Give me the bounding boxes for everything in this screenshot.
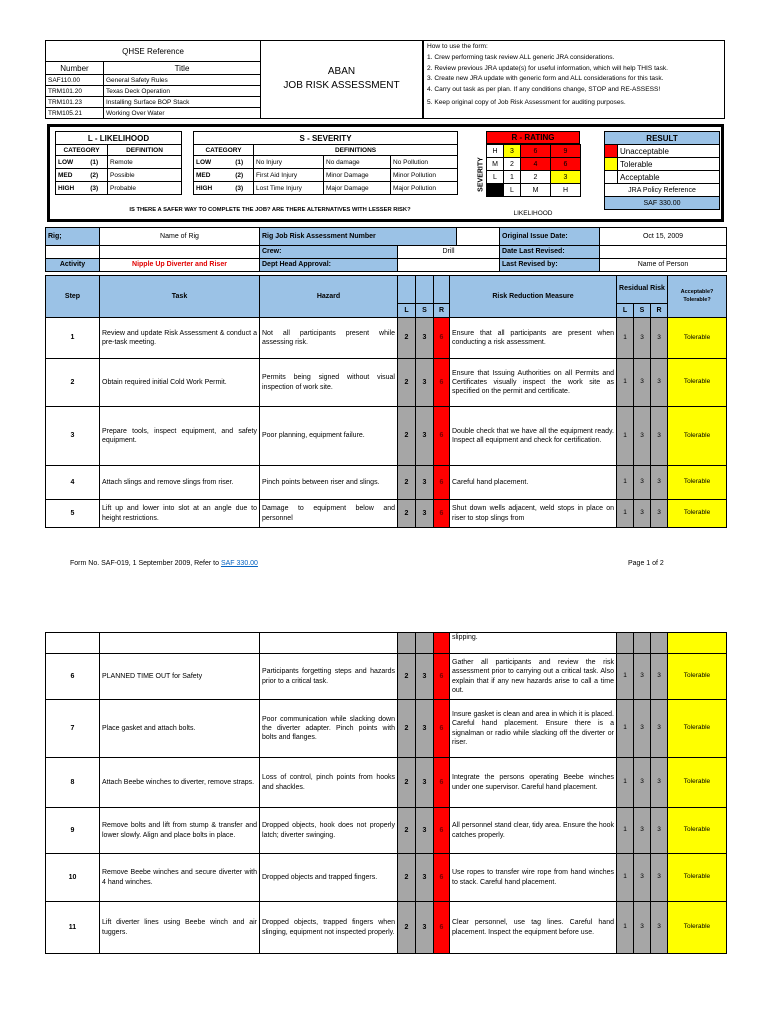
revised-by-value: Name of Person xyxy=(600,259,727,272)
hazard-text: Loss of control, pinch points from hooks and shackles. xyxy=(260,758,398,808)
residual-s: 3 xyxy=(634,407,651,466)
rating-cell: 9 xyxy=(551,145,581,158)
measure-text: Integrate the persons operating Beebe winches under one supervisor. Careful hand placement. xyxy=(450,758,617,808)
header-l: L xyxy=(398,304,416,318)
hazard-text: Dropped objects and trapped fingers. xyxy=(260,854,398,902)
residual-s: 3 xyxy=(634,500,651,528)
rating-cell: 3 xyxy=(504,145,521,158)
risk-l: 2 xyxy=(398,500,416,528)
qhse-reference-table xyxy=(45,40,261,119)
residual-r: 3 xyxy=(651,654,668,700)
rating-axis: M xyxy=(487,158,504,171)
hazard-text: Pinch points between riser and slings. xyxy=(260,466,398,500)
howto-step: 3. Create new JRA update with generic form and ALL considerations for this task. xyxy=(427,75,664,83)
step-number: 11 xyxy=(46,902,100,954)
rig-number-label: Rig Job Risk Assessment Number xyxy=(260,228,457,246)
task-text: Lift up and lower into slot at an angle due to height restrictions. xyxy=(100,500,260,528)
howto-step: 2. Review previous JRA update(s) for useful information, which will help THIS task. xyxy=(427,64,669,72)
measure-text: Ensure that Issuing Authorities on all Permits and Certificates visually inspect the work site as specified on the permit and certificate. xyxy=(450,359,617,407)
howto-step: 4. Carry out task as per plan. If any conditions change, STOP and RE-ASSESS! xyxy=(427,86,661,94)
risk-r: 6 xyxy=(434,407,450,466)
risk-s: 3 xyxy=(416,318,434,359)
rating-axis: L xyxy=(487,171,504,184)
ref-number: TRM101.20 xyxy=(46,86,104,97)
policy-link[interactable]: SAF 330.00 xyxy=(220,560,258,567)
table-row xyxy=(46,407,727,466)
category-header: CATEGORY xyxy=(194,145,254,156)
qhse-reference-label: QHSE Reference xyxy=(46,41,261,62)
table-row xyxy=(46,854,727,902)
severity-cat: LOW xyxy=(194,156,226,169)
risk-s: 3 xyxy=(416,758,434,808)
continuation-s xyxy=(416,633,434,654)
risk-s: 3 xyxy=(416,808,434,854)
issue-date-label: Original Issue Date: xyxy=(500,228,600,246)
header-acceptable: Acceptable? Tolerable? xyxy=(668,276,727,318)
company-name: ABAN xyxy=(327,66,356,77)
rating-cell: 1 xyxy=(504,171,521,184)
likelihood-cat: HIGH xyxy=(56,182,82,195)
rating-cell: 3 xyxy=(551,171,581,184)
residual-r: 3 xyxy=(651,359,668,407)
risk-l: 2 xyxy=(398,407,416,466)
severity-def: No Injury xyxy=(254,156,324,169)
continuation-blank xyxy=(46,633,100,654)
doc-title: JOB RISK ASSESSMENT xyxy=(283,80,400,91)
howto-step: 1. Crew performing task review ALL generic JRA considerations. xyxy=(427,53,615,61)
result-text: Tolerable xyxy=(668,318,727,359)
table-row xyxy=(46,318,727,359)
result-swatch-yellow xyxy=(605,158,618,171)
category-header: CATEGORY xyxy=(56,145,108,156)
residual-l: 1 xyxy=(617,500,634,528)
likelihood-title: L - LIKELIHOOD xyxy=(56,132,182,145)
severity-cat: MED xyxy=(194,169,226,182)
residual-l: 1 xyxy=(617,902,634,954)
residual-l: 1 xyxy=(617,318,634,359)
residual-r: 3 xyxy=(651,700,668,758)
result-text: Tolerable xyxy=(668,854,727,902)
ref-title: General Safety Rules xyxy=(104,75,261,86)
residual-s: 3 xyxy=(634,654,651,700)
risk-l: 2 xyxy=(398,854,416,902)
risk-r: 6 xyxy=(434,500,450,528)
header-residual-l: L xyxy=(617,304,634,318)
residual-l: 1 xyxy=(617,654,634,700)
result-text: Tolerable xyxy=(668,407,727,466)
rating-grid xyxy=(486,144,581,197)
risk-s: 3 xyxy=(416,407,434,466)
severity-def: First Aid Injury xyxy=(254,169,324,182)
risk-table-page1 xyxy=(45,275,727,528)
likelihood-def: Remote xyxy=(108,156,182,169)
ref-number: TRM101.23 xyxy=(46,97,104,108)
continuation-r xyxy=(434,633,450,654)
result-title: RESULT xyxy=(605,132,720,145)
residual-r: 3 xyxy=(651,808,668,854)
risk-l: 2 xyxy=(398,654,416,700)
result-text: Tolerable xyxy=(668,500,727,528)
step-number: 10 xyxy=(46,854,100,902)
residual-s: 3 xyxy=(634,700,651,758)
result-label: Unacceptable xyxy=(618,145,720,158)
howto-title: How to use the form: xyxy=(427,43,488,50)
table-row xyxy=(46,808,727,854)
task-text: Attach Beebe winches to diverter, remove straps. xyxy=(100,758,260,808)
step-number: 7 xyxy=(46,700,100,758)
result-label: Acceptable xyxy=(618,171,720,184)
policy-reference-label: JRA Policy Reference xyxy=(605,184,720,197)
col-number: Number xyxy=(46,62,104,75)
howto-box xyxy=(423,40,725,119)
howto-step: 5. Keep original copy of Job Risk Assessment for auditing purposes. xyxy=(427,98,626,106)
rating-axis: H xyxy=(487,145,504,158)
crew-blank xyxy=(100,246,260,259)
likelihood-num: (1) xyxy=(82,156,108,169)
residual-l: 1 xyxy=(617,758,634,808)
crew-label: Crew: xyxy=(260,246,398,259)
severity-num: (3) xyxy=(226,182,254,195)
residual-s: 3 xyxy=(634,318,651,359)
rating-cell: 6 xyxy=(551,158,581,171)
date-revised-value xyxy=(600,246,727,259)
step-number: 8 xyxy=(46,758,100,808)
risk-r: 6 xyxy=(434,808,450,854)
hazard-text: Not all participants present while assessing risk. xyxy=(260,318,398,359)
step-number: 6 xyxy=(46,654,100,700)
severity-def: Lost Time Injury xyxy=(254,182,324,195)
rating-cell: 2 xyxy=(504,158,521,171)
rating-axis: H xyxy=(551,184,581,197)
likelihood-axis-label: LIKELIHOOD xyxy=(513,210,553,217)
continuation-result xyxy=(668,633,727,654)
hazard-text: Dropped objects, trapped fingers when slinging, equipment not inspected properly. xyxy=(260,902,398,954)
rating-cell: 4 xyxy=(521,158,551,171)
task-text: Review and update Risk Assessment & conduct a pre-task meeting. xyxy=(100,318,260,359)
residual-s: 3 xyxy=(634,808,651,854)
hazard-text: Dropped objects, hook does not properly latch; diverter swinging. xyxy=(260,808,398,854)
ref-title: Installing Surface BOP Stack xyxy=(104,97,261,108)
measure-text: Insure gasket is clean and area in which it is placed. Careful hand placement. Ensure there is a signalman or radio while slacking off the diverter or riser. xyxy=(450,700,617,758)
risk-s: 3 xyxy=(416,359,434,407)
likelihood-cat: MED xyxy=(56,169,82,182)
col-title: Title xyxy=(104,62,261,75)
risk-r: 6 xyxy=(434,654,450,700)
hazard-text: Poor planning, equipment failure. xyxy=(260,407,398,466)
result-text: Tolerable xyxy=(668,359,727,407)
task-text: Lift diverter lines using Beebe winch and air tuggers. xyxy=(100,902,260,954)
rig-value: Name of Rig xyxy=(100,228,260,246)
risk-l: 2 xyxy=(398,700,416,758)
info-table xyxy=(45,227,727,272)
rating-axis: M xyxy=(521,184,551,197)
residual-r: 3 xyxy=(651,854,668,902)
policy-code: SAF 330.00 xyxy=(605,197,720,210)
measure-text: Use ropes to transfer wire rope from hand winches to stack. Careful hand placement. xyxy=(450,854,617,902)
revised-by-label: Last Revised by: xyxy=(500,259,600,272)
risk-r: 6 xyxy=(434,758,450,808)
likelihood-num: (3) xyxy=(82,182,108,195)
risk-s: 3 xyxy=(416,500,434,528)
residual-l: 1 xyxy=(617,359,634,407)
severity-def: Minor Damage xyxy=(324,169,391,182)
continuation-blank xyxy=(100,633,260,654)
table-row xyxy=(46,700,727,758)
residual-s: 3 xyxy=(634,359,651,407)
risk-l: 2 xyxy=(398,359,416,407)
likelihood-num: (2) xyxy=(82,169,108,182)
task-text: Obtain required initial Cold Work Permit. xyxy=(100,359,260,407)
measure-text: Gather all participants and review the risk assessment prior to carrying out a critical task. Also explain that if any new hazards arise to call a time out. xyxy=(450,654,617,700)
measure-text: All personnel stand clear, tidy area. Ensure the hook catches properly. xyxy=(450,808,617,854)
risk-l: 2 xyxy=(398,808,416,854)
header-s: S xyxy=(416,304,434,318)
header-hazard: Hazard xyxy=(260,276,398,318)
task-text: PLANNED TIME OUT for Safety xyxy=(100,654,260,700)
table-row xyxy=(46,758,727,808)
residual-r: 3 xyxy=(651,318,668,359)
residual-r: 3 xyxy=(651,758,668,808)
page-number: Page 1 of 2 xyxy=(628,560,664,567)
residual-r: 3 xyxy=(651,500,668,528)
step-number: 1 xyxy=(46,318,100,359)
risk-table-page2 xyxy=(45,632,727,954)
residual-r: 3 xyxy=(651,466,668,500)
residual-l: 1 xyxy=(617,407,634,466)
measure-text: Shut down wells adjacent, weld stops in place on riser to stop slings from xyxy=(450,500,617,528)
step-number: 4 xyxy=(46,466,100,500)
date-revised-label: Date Last Revised: xyxy=(500,246,600,259)
continuation-l xyxy=(398,633,416,654)
issue-date-value: Oct 15, 2009 xyxy=(600,228,727,246)
risk-r: 6 xyxy=(434,902,450,954)
ref-title: Texas Deck Operation xyxy=(104,86,261,97)
form-footer xyxy=(70,560,470,567)
result-table xyxy=(604,131,720,210)
continuation-measure: slipping. xyxy=(450,633,617,654)
table-row xyxy=(46,359,727,407)
step-number: 3 xyxy=(46,407,100,466)
severity-def: No Pollution xyxy=(391,156,458,169)
residual-s: 3 xyxy=(634,466,651,500)
doc-title-box xyxy=(260,40,423,119)
dept-approval-value xyxy=(398,259,500,272)
severity-def: Major Damage xyxy=(324,182,391,195)
task-text: Place gasket and attach bolts. xyxy=(100,700,260,758)
hazard-text: Participants forgetting steps and hazards prior to a critical task. xyxy=(260,654,398,700)
result-text: Tolerable xyxy=(668,902,727,954)
hazard-text: Poor communication while slacking down the diverter adapter. Pinch points with bolts and flanges. xyxy=(260,700,398,758)
result-text: Tolerable xyxy=(668,654,727,700)
continuation-rl xyxy=(617,633,634,654)
continuation-rs xyxy=(634,633,651,654)
header-residual: Residual Risk xyxy=(617,276,668,304)
residual-l: 1 xyxy=(617,808,634,854)
likelihood-cat: LOW xyxy=(56,156,82,169)
risk-matrix xyxy=(47,124,724,222)
table-row xyxy=(46,500,727,528)
severity-table xyxy=(193,131,458,195)
measure-text: Clear personnel, use tag lines. Careful hand placement. Inspect the equipment before use. xyxy=(450,902,617,954)
severity-vertical-label: SEVERITY xyxy=(477,157,485,192)
risk-l: 2 xyxy=(398,466,416,500)
activity-label: Activity xyxy=(46,259,100,272)
risk-r: 6 xyxy=(434,466,450,500)
residual-s: 3 xyxy=(634,902,651,954)
step-number: 5 xyxy=(46,500,100,528)
hazard-text: Damage to equipment below and personnel xyxy=(260,500,398,528)
step-number: 2 xyxy=(46,359,100,407)
risk-l: 2 xyxy=(398,318,416,359)
continuation-blank xyxy=(260,633,398,654)
result-swatch-white xyxy=(605,171,618,184)
header-r: R xyxy=(434,304,450,318)
rating-corner xyxy=(487,184,504,197)
risk-s: 3 xyxy=(416,700,434,758)
header-step: Step xyxy=(46,276,100,318)
likelihood-table xyxy=(55,131,182,195)
hazard-text: Permits being signed without visual inspection of work site. xyxy=(260,359,398,407)
task-text: Attach slings and remove slings from riser. xyxy=(100,466,260,500)
severity-num: (2) xyxy=(226,169,254,182)
severity-cat: HIGH xyxy=(194,182,226,195)
header-lsr-top xyxy=(434,276,450,304)
risk-l: 2 xyxy=(398,758,416,808)
measure-text: Careful hand placement. xyxy=(450,466,617,500)
rating-title xyxy=(486,131,580,144)
severity-title: S - SEVERITY xyxy=(194,132,458,145)
definitions-header: DEFINITIONS xyxy=(254,145,458,156)
result-text: Tolerable xyxy=(668,700,727,758)
residual-l: 1 xyxy=(617,466,634,500)
rig-label: Rig; xyxy=(46,228,100,246)
dept-approval-label: Dept Head Approval: xyxy=(260,259,398,272)
risk-s: 3 xyxy=(416,902,434,954)
severity-num: (1) xyxy=(226,156,254,169)
severity-def: Major Pollution xyxy=(391,182,458,195)
rating-title-text: R - RATING xyxy=(511,133,555,142)
header-lsr-top xyxy=(416,276,434,304)
likelihood-def: Possible xyxy=(108,169,182,182)
task-text: Prepare tools, inspect equipment, and safety equipment. xyxy=(100,407,260,466)
rating-axis: L xyxy=(504,184,521,197)
residual-l: 1 xyxy=(617,700,634,758)
residual-l: 1 xyxy=(617,854,634,902)
severity-def: No damage xyxy=(324,156,391,169)
residual-s: 3 xyxy=(634,758,651,808)
rating-cell: 6 xyxy=(521,145,551,158)
risk-s: 3 xyxy=(416,854,434,902)
header-residual-r: R xyxy=(651,304,668,318)
ref-number: TRM105.21 xyxy=(46,108,104,119)
crew-value: Drill xyxy=(398,246,500,259)
rig-number-value xyxy=(457,228,500,246)
rating-cell: 2 xyxy=(521,171,551,184)
risk-r: 6 xyxy=(434,318,450,359)
residual-s: 3 xyxy=(634,854,651,902)
likelihood-def: Probable xyxy=(108,182,182,195)
safer-way-question: IS THERE A SAFER WAY TO COMPLETE THE JOB? ARE THERE ALTERNATIVES WITH LESSER RISK? xyxy=(129,207,411,213)
form-number-text: Form No. SAF-019, 1 September 2009, Refer to xyxy=(70,560,221,567)
result-text: Tolerable xyxy=(668,758,727,808)
continuation-rr xyxy=(651,633,668,654)
ref-number: SAF110.00 xyxy=(46,75,104,86)
risk-s: 3 xyxy=(416,466,434,500)
risk-r: 6 xyxy=(434,854,450,902)
severity-def: Minor Pollution xyxy=(391,169,458,182)
risk-l: 2 xyxy=(398,902,416,954)
header-measure: Risk Reduction Measure xyxy=(450,276,617,318)
residual-r: 3 xyxy=(651,407,668,466)
measure-text: Ensure that all participants are present when conducting a risk assessment. xyxy=(450,318,617,359)
risk-s: 3 xyxy=(416,654,434,700)
table-row xyxy=(46,902,727,954)
residual-r: 3 xyxy=(651,902,668,954)
header-task: Task xyxy=(100,276,260,318)
result-text: Tolerable xyxy=(668,808,727,854)
header-lsr-top xyxy=(398,276,416,304)
definition-header: DEFINITION xyxy=(108,145,182,156)
activity-value: Nipple Up Diverter and Riser xyxy=(100,259,260,272)
table-row xyxy=(46,654,727,700)
risk-r: 6 xyxy=(434,700,450,758)
header-residual-s: S xyxy=(634,304,651,318)
task-text: Remove Beebe winches and secure diverter with 4 hand winches. xyxy=(100,854,260,902)
ref-title: Working Over Water xyxy=(104,108,261,119)
step-number: 9 xyxy=(46,808,100,854)
measure-text: Double check that we have all the equipment ready. Inspect all equipment and check for certification. xyxy=(450,407,617,466)
crew-blank xyxy=(46,246,100,259)
result-label: Tolerable xyxy=(618,158,720,171)
risk-r: 6 xyxy=(434,359,450,407)
result-swatch-red xyxy=(605,145,618,158)
result-text: Tolerable xyxy=(668,466,727,500)
table-row xyxy=(46,466,727,500)
task-text: Remove bolts and lift from stump & transfer and lower slowly. Align and place bolts in place. xyxy=(100,808,260,854)
